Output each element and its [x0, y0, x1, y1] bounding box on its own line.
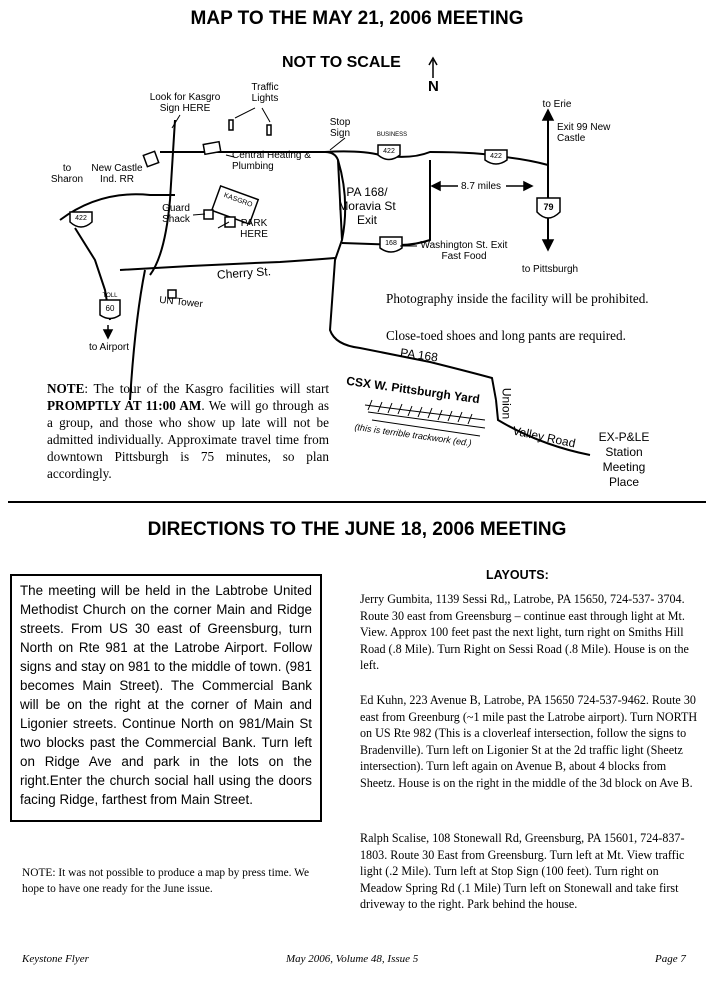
pa168-exit-label: PA 168/ Moravia St Exit [338, 185, 396, 227]
not-to-scale-label: NOT TO SCALE [282, 54, 401, 71]
shield-79: 79 [543, 202, 554, 212]
stop-sign-label: Stop Sign [329, 117, 351, 139]
layout-entry: Jerry Gumbita, 1139 Sessi Rd,, Latrobe, PA 15650, 724-537- 3704. Route 30 east from Greensburg – continue east through light at Mt. View. Approx 100 feet past the next light, turn right on Smiths Hill Road (.8 Mile). Turn Right on Sessi Road (.8 Mile). House is on the left. [360, 592, 689, 673]
shoes-note: Close-toed shoes and long pants are required. [386, 328, 626, 343]
traffic-light-icon [267, 125, 271, 135]
new-castle-rr-label: New Castle Ind. RR [91, 163, 143, 185]
valley-road-label: Valley Road [511, 423, 577, 451]
shield-422-b: 422 [490, 153, 502, 160]
layout-entry: Ralph Scalise, 108 Stonewall Rd, Greensburg, PA 15601, 724-837-1803. Route 30 East from Greensburg. Turn left at Mt. View traffic light (.2 Mile). Turn left at Stop Sign (100 feet). Turn right on Meadow Spring Rd (.1 Mile) Turn left on Stonewall and take first driveway to the right. Park behind the house. [360, 831, 685, 912]
toll-label: TOLL [102, 293, 118, 299]
union-label: Union [499, 387, 514, 420]
kasgro-building-label: KASGRO [222, 192, 254, 209]
traffic-light-icon [229, 120, 233, 130]
directions-box: The meeting will be held in the Labtrobe United Methodist Church on the corner Main and Ridge streets. From US 30 east of Greensburg, turn North on Rte 981 at the Latrobe Airport. Follow signs and stay on 981 to the middle of town. (981 becomes Main Street). The Commercial Bank will be on the right at the corner of Main and Ligonier streets. Continue North on 981/Main St two blocks past the Commercial Bank. Turn left on Ridge Ave and park in the lots on the right.Enter the church social hall using the doors facing Ridge, farthest from Main Street. [10, 574, 322, 822]
un-tower-label: UN Tower [158, 294, 204, 311]
layouts-heading: LAYOUTS: [486, 568, 549, 582]
look-for-sign-label: Look for Kasgro Sign HERE [149, 92, 221, 114]
shield-60: 60 [105, 304, 115, 313]
central-heating-label: Central Heating & Plumbing [232, 150, 311, 172]
distance-label: 8.7 miles [460, 181, 501, 192]
park-here-label: PARK HERE [240, 218, 268, 240]
traffic-lights-label: Traffic Lights [251, 82, 279, 104]
to-pittsburgh-label: to Pittsburgh [521, 264, 579, 275]
footer-publication: Keystone Flyer [22, 953, 89, 965]
building-icon [204, 210, 213, 219]
layout-entry: Ed Kuhn, 223 Avenue B, Latrobe, PA 15650 724-537-9462. Route 30 east from Greenburg (~1 mile past the Latrobe airport). Turn NORTH on US Rte 982 (This is a cloverleaf intersection, follow the signs to Bradenville). Turn left on Ligonier St at the 2d traffic light (Sheetz intersection). Turn left again on Avenue B, about 4 blocks from Sheetz. House is on the right in the middle of the 3d block on Ave B. [360, 693, 698, 790]
tour-note-bold: PROMPTLY AT 11:00 AM [47, 398, 202, 413]
building-icon [225, 217, 235, 227]
tour-note-part2: . We will go through as a group, and those who show up late will not be admitted individually. Approximate travel time from downtown Pittsburgh is 75 minutes, so plan accordingly. [47, 398, 329, 481]
to-erie-label: to Erie [542, 99, 572, 110]
csx-yard-label: CSX W. Pittsburgh Yard [345, 373, 481, 407]
tour-note [47, 380, 329, 482]
photo-note: Photography inside the facility will be prohibited. [386, 291, 649, 306]
tour-note-part1: : The tour of the Kasgro facilities will start [84, 381, 329, 396]
to-sharon-label: to Sharon [50, 163, 84, 185]
tour-note-lead: NOTE [47, 381, 85, 396]
business-label: BUSINESS [376, 132, 408, 138]
station-label: EX-P&LE Station Meeting Place [598, 430, 650, 489]
footer-issue: May 2006, Volume 48, Issue 5 [286, 953, 419, 965]
washington-exit-label: Washington St. Exit Fast Food [420, 240, 508, 262]
exit-99-label: Exit 99 New Castle [557, 122, 611, 144]
trackwork-note: (this is terrible trackwork (ed.) [353, 421, 473, 449]
shield-168: 168 [385, 240, 397, 247]
footer-page-number: Page 7 [655, 953, 686, 965]
building-icon [203, 142, 220, 155]
section-divider [8, 501, 706, 503]
pa168-road-label: PA 168 [399, 345, 439, 365]
to-airport-label: to Airport [88, 342, 130, 353]
guard-shack-label: Guard Shack [162, 203, 190, 225]
cherry-st-label: Cherry St. [216, 264, 272, 282]
directions-title: DIRECTIONS TO THE JUNE 18, 2006 MEETING [147, 519, 567, 540]
shield-422-c: 422 [75, 215, 87, 222]
north-label: N [428, 78, 439, 95]
map-title: MAP TO THE MAY 21, 2006 MEETING [190, 8, 524, 29]
map-note: NOTE: It was not possible to produce a map by press time. We hope to have one ready for the June issue. [22, 867, 310, 895]
shield-422-a: 422 [383, 148, 395, 155]
